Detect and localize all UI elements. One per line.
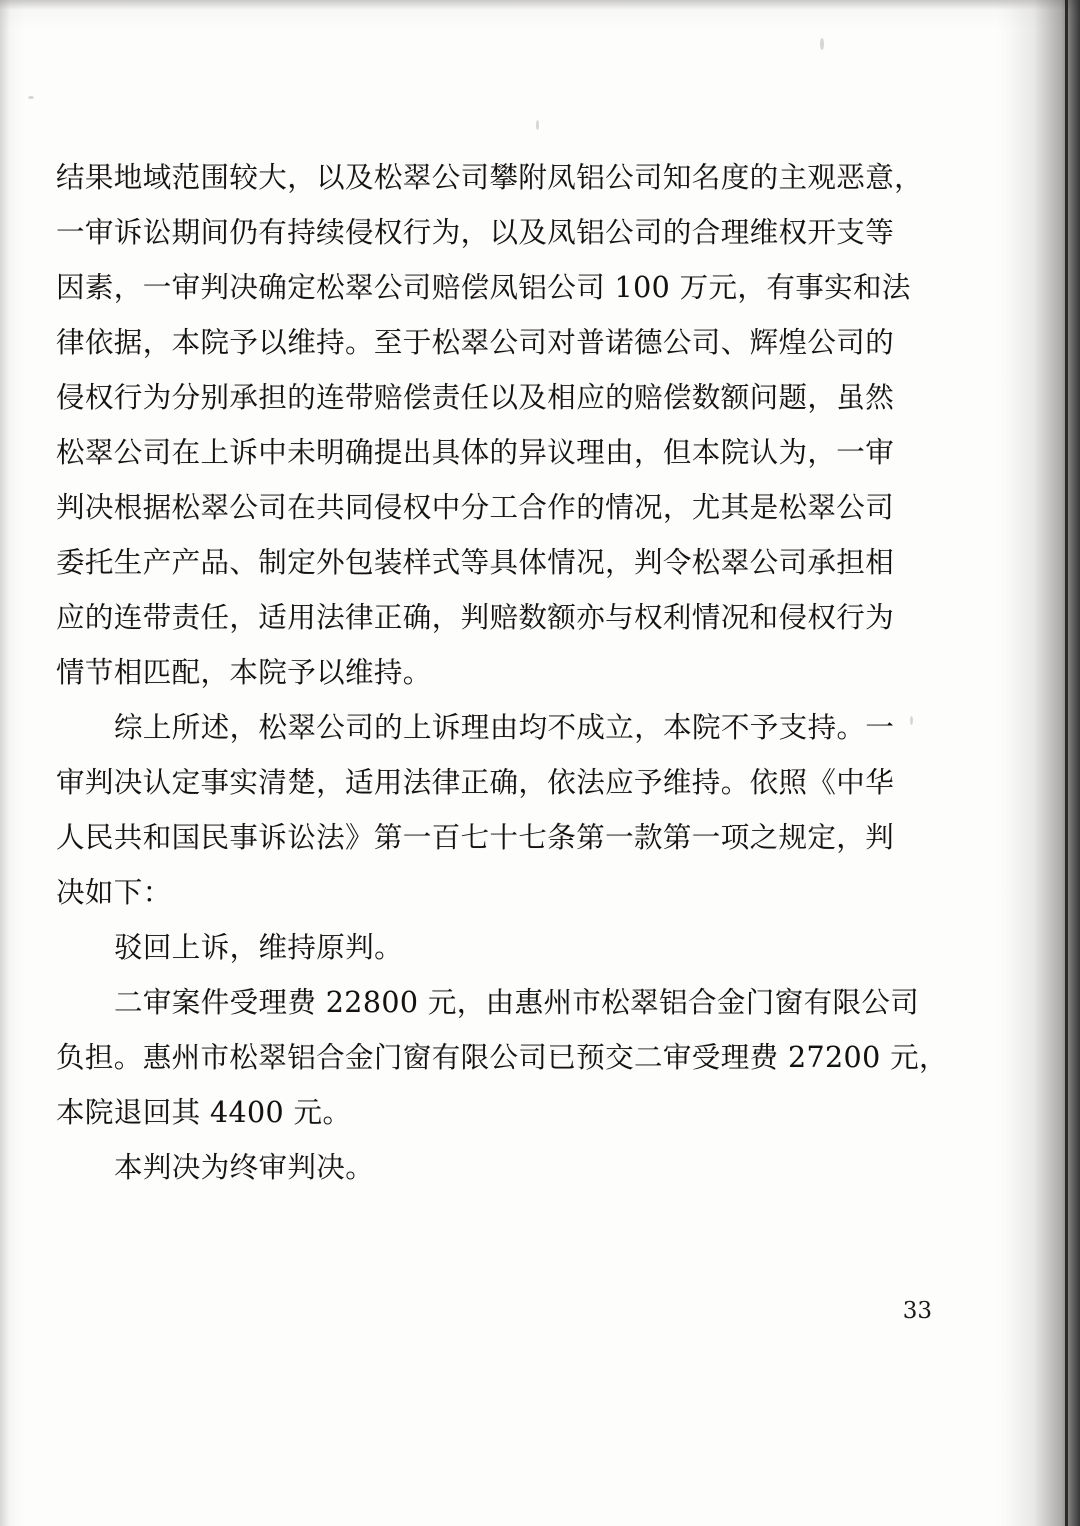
scan-speck xyxy=(820,38,824,50)
text-line: 委托生产产品、制定外包装样式等具体情况，判令松翠公司承担相 xyxy=(56,546,895,579)
text-line: 审判决认定事实清楚，适用法律正确，依法应予维持。依照《中华 xyxy=(56,766,895,799)
text-line: 松翠公司在上诉中未明确提出具体的异议理由，但本院认为，一审 xyxy=(56,436,895,469)
text-line: 因素，一审判决确定松翠公司赔偿凤铝公司 100 万元，有事实和法 xyxy=(56,271,911,304)
text-line: 二审案件受理费 22800 元，由惠州市松翠铝合金门窗有限公司 xyxy=(114,986,920,1019)
text-line: 应的连带责任，适用法律正确，判赔数额亦与权利情况和侵权行为 xyxy=(56,601,895,634)
text-line: 本院退回其 4400 元。 xyxy=(56,1096,352,1129)
book-gutter-shadow xyxy=(996,0,1080,1526)
text-line: 律依据，本院予以维持。至于松翠公司对普诺德公司、辉煌公司的 xyxy=(56,326,895,359)
paragraph-5 xyxy=(56,1140,868,1195)
document-body xyxy=(56,150,948,1195)
paragraph-2 xyxy=(56,700,895,920)
book-binding-edge xyxy=(1065,0,1068,1526)
page-left-shadow xyxy=(0,0,10,1526)
scan-speck xyxy=(28,96,34,99)
scan-speck xyxy=(536,120,539,130)
text-line: 负担。惠州市松翠铝合金门窗有限公司已预交二审受理费 27200 元， xyxy=(56,1041,948,1074)
text-line: 侵权行为分别承担的连带赔偿责任以及相应的赔偿数额问题，虽然 xyxy=(56,381,895,414)
text-line: 判决根据松翠公司在共同侵权中分工合作的情况，尤其是松翠公司 xyxy=(56,491,895,524)
text-line: 人民共和国民事诉讼法》第一百七十七条第一款第一项之规定，判 xyxy=(56,821,895,854)
page-number: 33 xyxy=(902,1298,932,1324)
page-top-shadow xyxy=(0,0,1080,10)
text-line: 情节相匹配，本院予以维持。 xyxy=(56,656,432,689)
text-line: 决如下： xyxy=(56,876,172,909)
paragraph-3 xyxy=(56,920,868,975)
paragraph-4 xyxy=(56,975,948,1140)
text-line: 驳回上诉，维持原判。 xyxy=(114,931,404,964)
text-line: 结果地域范围较大，以及松翠公司攀附凤铝公司知名度的主观恶意， xyxy=(56,161,924,194)
text-line: 本判决为终审判决。 xyxy=(114,1151,375,1184)
scan-speck xyxy=(910,716,913,725)
paragraph-1 xyxy=(56,150,924,700)
text-line: 一审诉讼期间仍有持续侵权行为，以及凤铝公司的合理维权开支等 xyxy=(56,216,895,249)
text-line: 综上所述，松翠公司的上诉理由均不成立，本院不予支持。一 xyxy=(114,711,895,744)
